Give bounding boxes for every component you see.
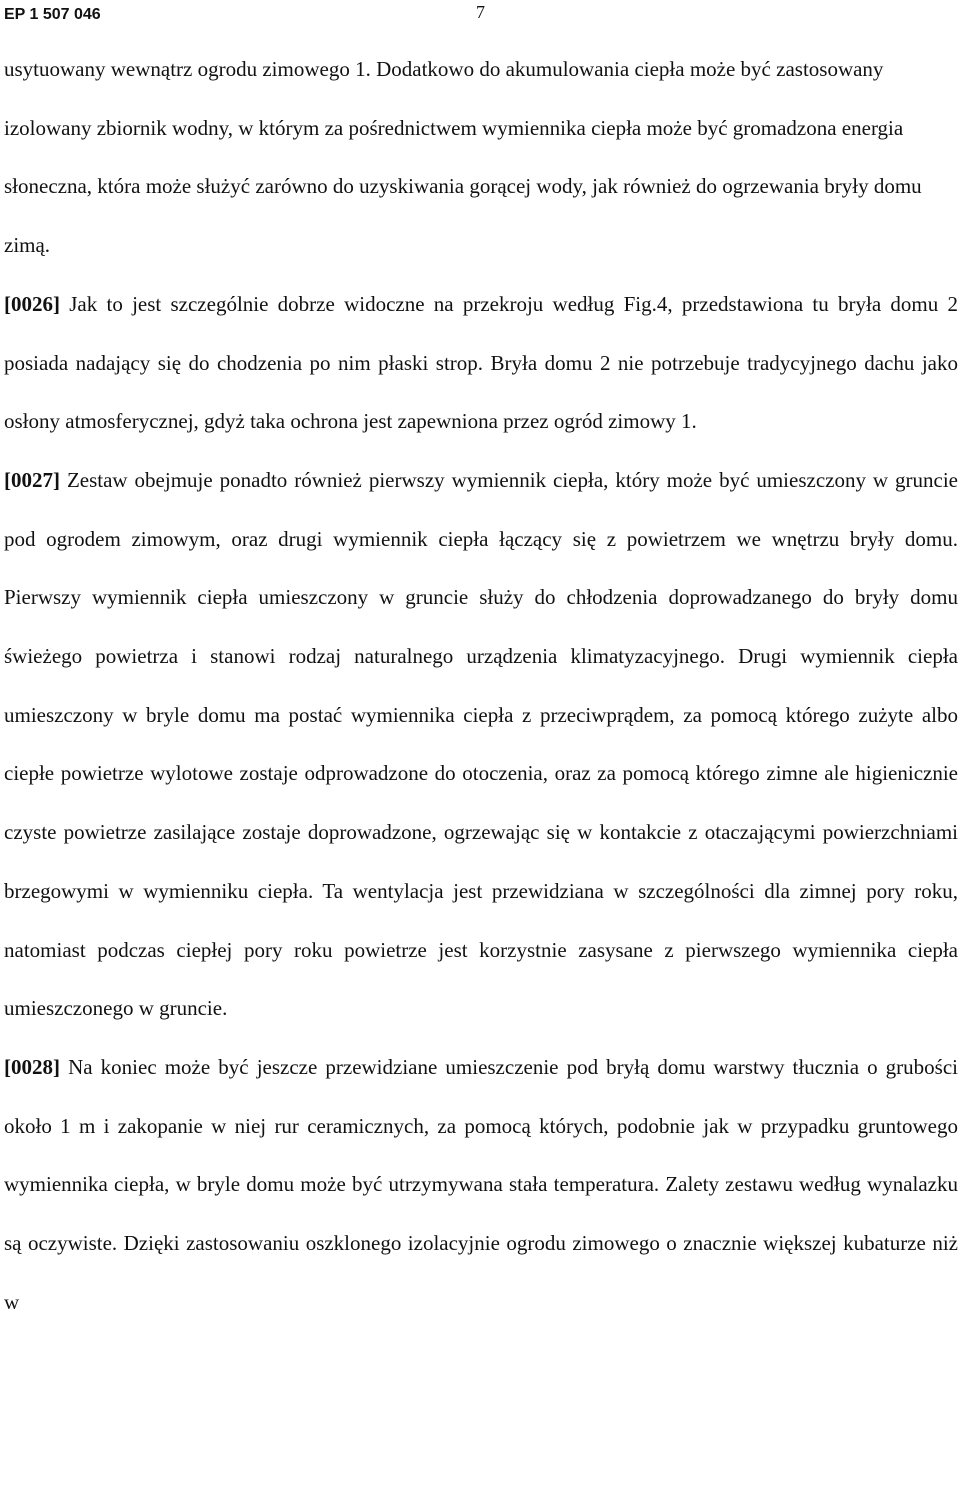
document-body bbox=[4, 40, 958, 1331]
paragraph-text: Na koniec może być jeszcze przewidziane umieszczenie pod bryłą domu warstwy tłucznia o grubości około 1 m i zakopanie w niej rur ceramicznych, za pomocą których, podobnie jak w przypadku gruntowego wymiennika ciepła, w bryle domu może być utrzymywana stała temperatura. Zalety zestawu według wynalazku są oczywiste. Dzięki zastosowaniu oszklonego izolacyjnie ogrodu zimowego o znacznie większej kubaturze niż w bbox=[4, 1054, 959, 1314]
paragraph-text: usytuowany wewnątrz ogrodu zimowego 1. Dodatkowo do akumulowania ciepła może być zastosowany izolowany zbiornik wodny, w którym za pośrednictwem wymiennika ciepła może być gromadzona energia słoneczna, która może służyć zarówno do uzyskiwania gorącej wody, jak również do ogrzewania bryły domu zimą. bbox=[4, 57, 922, 258]
paragraph-text: Zestaw obejmuje ponadto również pierwszy wymiennik ciepła, który może być umieszczony w gruncie pod ogrodem zimowym, oraz drugi wymiennik ciepła łączący się z powietrzem we wnętrzu bryły domu. Pierwszy wymiennik ciepła umieszczony w gruncie służy do chłodzenia doprowadzanego do bryły domu świeżego powietrza i stanowi rodzaj naturalnego urządzenia klimatyzacyjnego. Drugi wymiennik ciepła umieszczony w bryle domu ma postać wymiennika ciepła z przeciwprądem, za pomocą którego zużyte albo ciepłe powietrze wylotowe zostaje odprowadzone do otoczenia, oraz za pomocą którego zimne ale higienicznie czyste powietrze zasilające zostaje doprowadzone, ogrzewając się w kontakcie z otaczającymi powierzchniami brzegowymi w wymienniku ciepła. Ta wentylacja jest przewidziana w szczególności dla zimnej pory roku, natomiast podczas ciepłej pory roku powietrze jest korzystnie zasysane z pierwszego wymiennika ciepła umieszczonego w gruncie. bbox=[4, 467, 959, 1021]
paragraph-text: Jak to jest szczególnie dobrze widoczne na przekroju według Fig.4, przedstawiona tu bryła domu 2 posiada nadający się do chodzenia po nim płaski strop. Bryła domu 2 nie potrzebuje tradycyjnego dachu jako osłony atmosferycznej, gdyż taka ochrona jest zapewniona przez ogród zimowy 1. bbox=[4, 291, 958, 434]
paragraph-continued bbox=[4, 40, 958, 275]
page-number: 7 bbox=[476, 2, 485, 22]
paragraph-number: [0027] bbox=[4, 467, 60, 492]
paragraph-0026 bbox=[4, 275, 958, 451]
paragraph-number: [0028] bbox=[4, 1054, 60, 1079]
paragraph-0028 bbox=[4, 1038, 958, 1332]
page-header bbox=[4, 2, 956, 30]
paragraph-number: [0026] bbox=[4, 291, 60, 316]
document-reference: EP 1 507 046 bbox=[4, 6, 101, 23]
paragraph-0027 bbox=[4, 451, 958, 1038]
